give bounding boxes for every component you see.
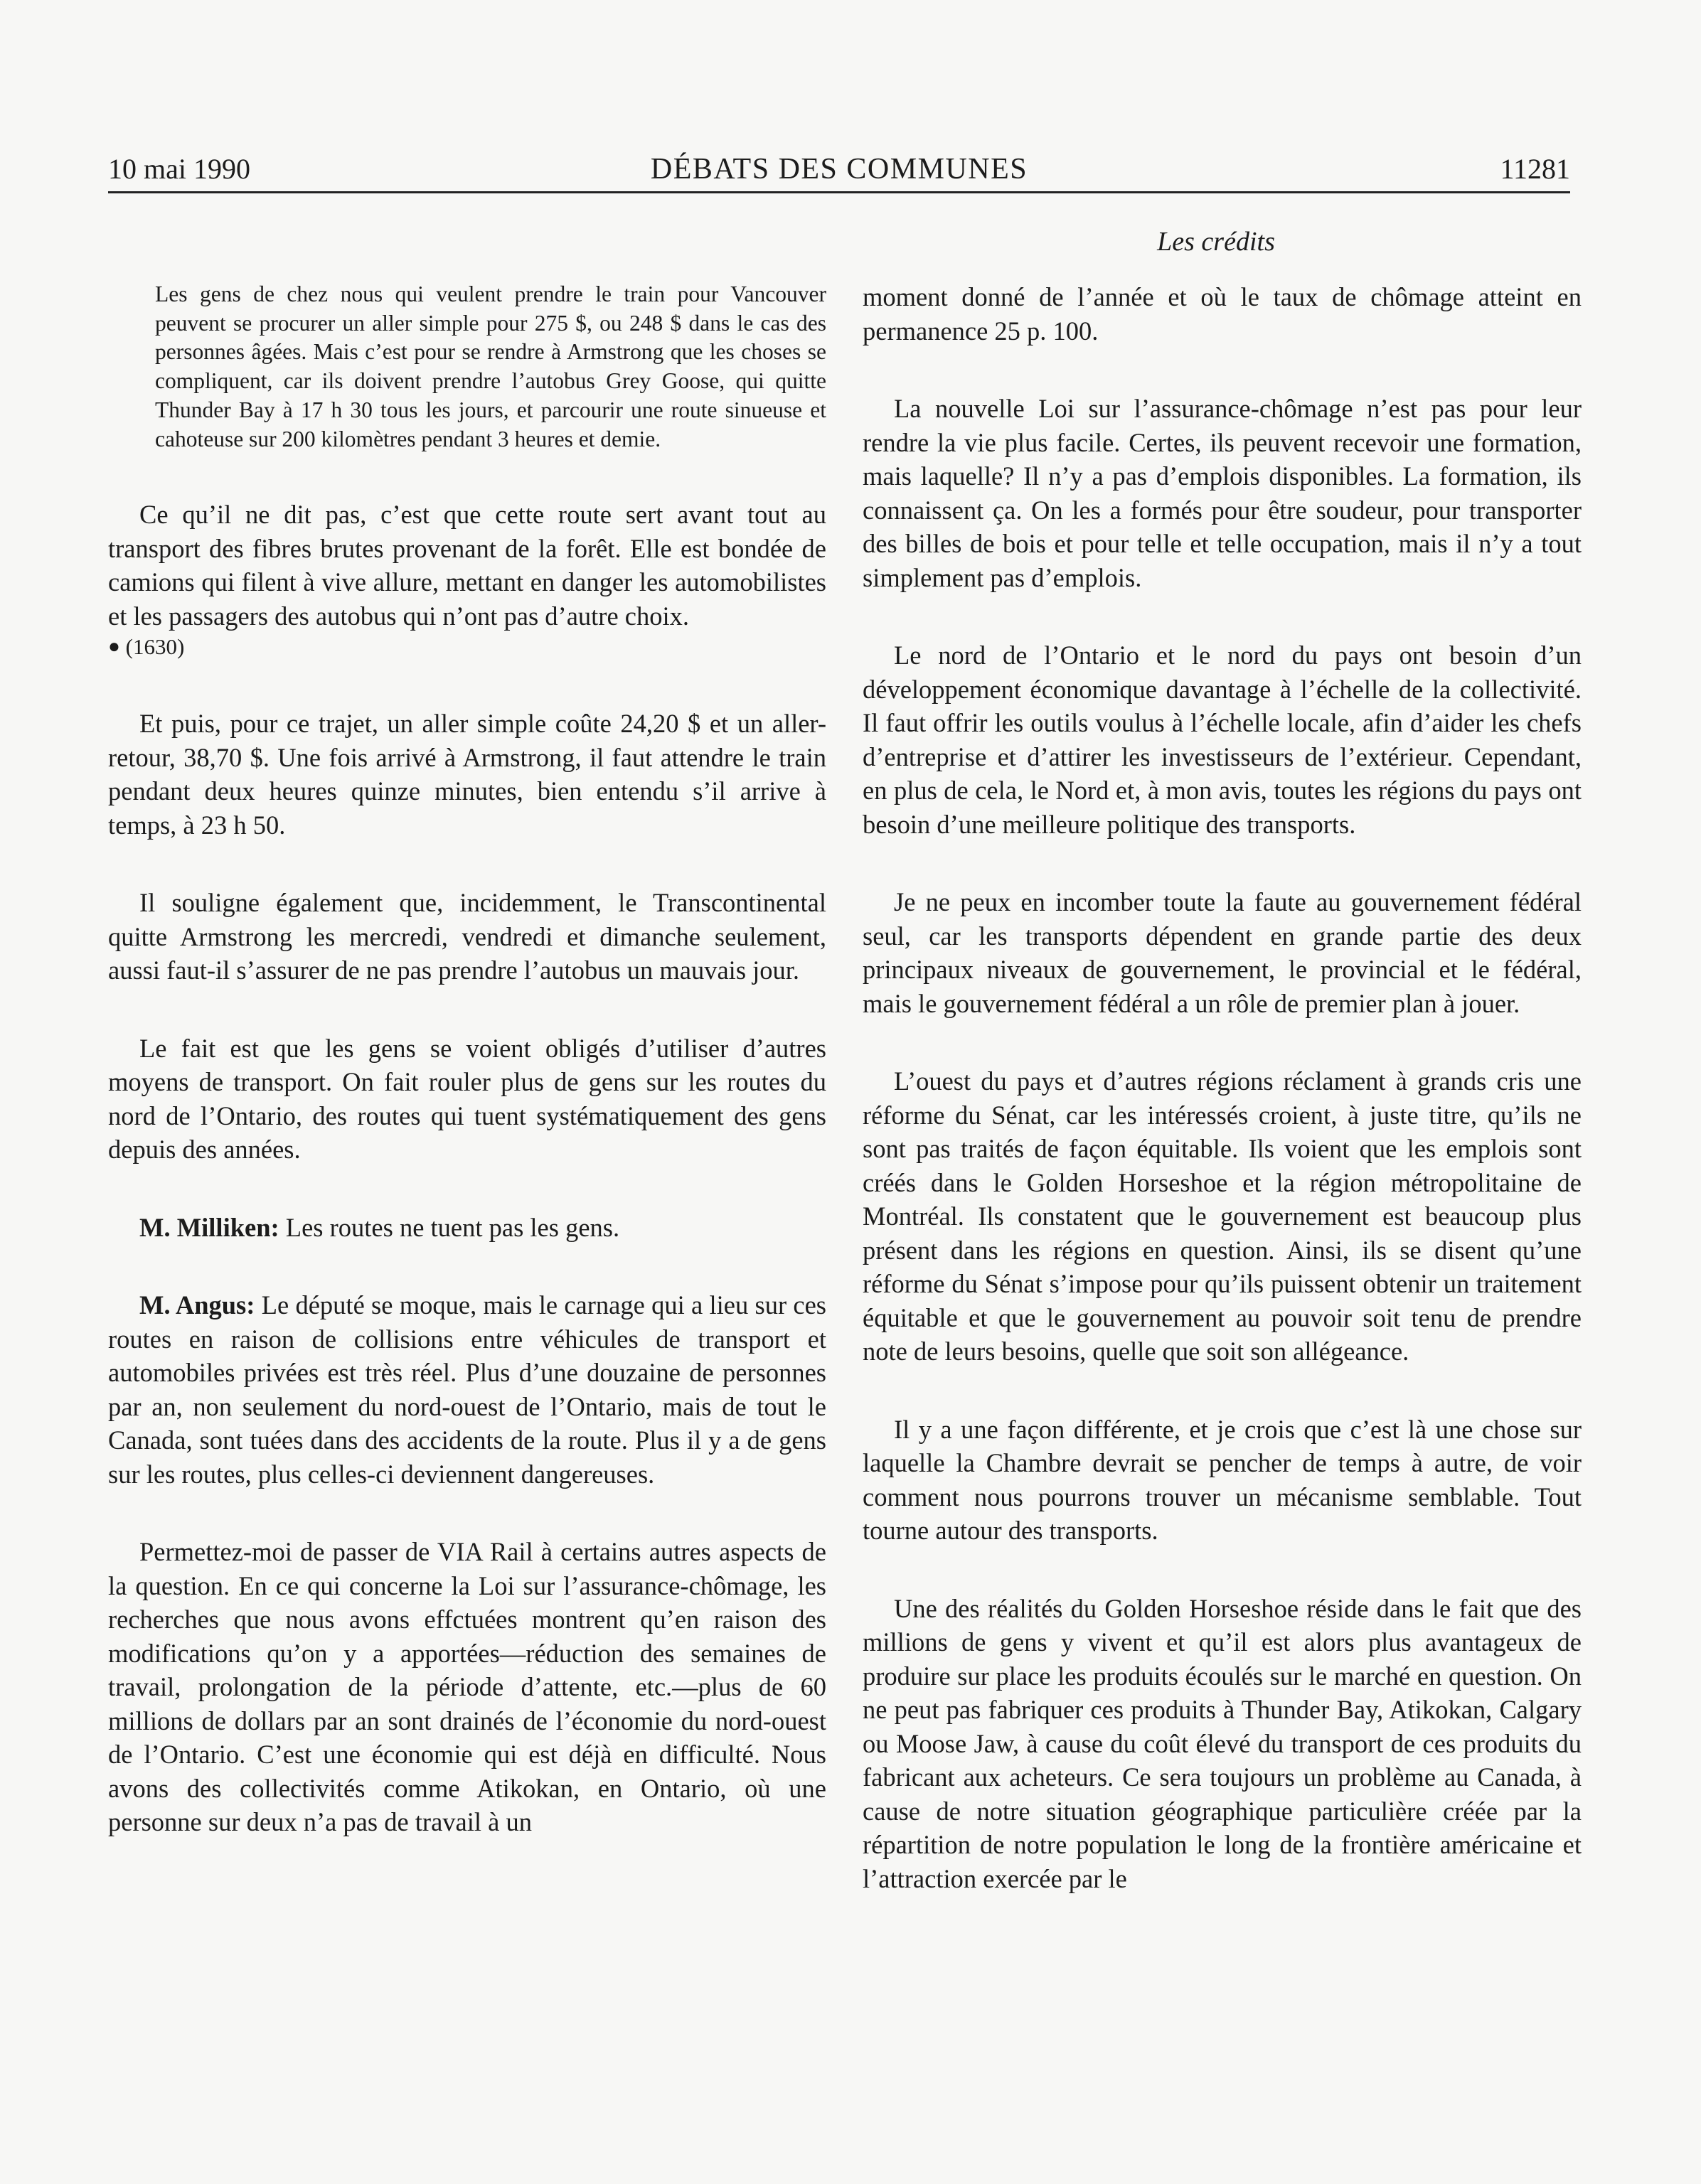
header-date: 10 mai 1990 (108, 153, 250, 185)
header-page-number: 11281 (1500, 153, 1570, 185)
time-marker-text: (1630) (125, 634, 185, 660)
intervention (108, 1288, 826, 1491)
paragraph: La nouvelle Loi sur l’assurance-chômage n’est pas pour leur rendre la vie plus facile. Certes, ils peuvent recevoir une formation, mais laquelle? Il n’y a pas d’emplois disponibles. La formation, ils connaissent ça. On les a formés pour être soudeur, pour transporter des billes de bois et pour telle et telle occupation, mais il n’y a tout simplement pas d’emplois. (863, 394, 1582, 592)
header-title: DÉBATS DES COMMUNES (650, 153, 1028, 186)
bullet-icon: ● (108, 636, 120, 658)
paragraph: Je ne peux en incomber toute la faute au gouvernement fédéral seul, car les transports dépendent en grande partie des deux principaux niveaux de gouvernement, le provincial et le fédéral, mais le gouvernement fédéral a un rôle de premier plan à jouer. (863, 887, 1582, 1018)
right-column (863, 280, 1582, 1895)
intervention-text: Le député se moque, mais le carnage qui a lieu sur ces routes en raison de collisions entre véhicules de transport et automobiles privées est très réel. Plus d’une douzaine de personnes par an, non seulement du nord-ouest de l’Ontario, mais de tout le Canada, sont tuées dans des accidents de la route. Plus il y a de gens sur les routes, plus celles-ci deviennent dangereuses. (108, 1290, 826, 1489)
left-column (108, 280, 826, 1839)
intervention (108, 1211, 826, 1245)
header-rule (108, 191, 1570, 193)
paragraph: L’ouest du pays et d’autres régions réclament à grands cris une réforme du Sénat, car les intéressés croient, à juste titre, qu’ils ne sont pas traités de façon équitable. Ils voient que les emplois sont créés dans le Golden Horseshoe et la région métropolitaine de Montréal. Ils constatent que le gouvernement est beaucoup plus présent dans les régions en question. Ainsi, ils se disent qu’une réforme du Sénat s’impose pour qu’ils puissent obtenir un traitement équitable et que le gouvernement au pouvoir soit tenu de prendre note de leurs besoins, quelle que soit son allégeance. (863, 1066, 1582, 1366)
column-running-title: Les crédits (1157, 227, 1275, 257)
paragraph: Permettez-moi de passer de VIA Rail à certains autres aspects de la question. En ce qui concerne la Loi sur l’assurance-chômage, les recherches que nous avons effctuées montrent qu’en raison des modifications qu’on y a apportées—réduction des semaines de travail, prolongation de la période d’attente, etc.—plus de 60 millions de dollars par an sont drainés de l’économie du nord-ouest de l’Ontario. C’est une économie qui est déjà en difficulté. Nous avons des collectivités comme Atikokan, en Ontario, où une personne sur deux n’a pas de travail à un (108, 1537, 826, 1837)
quoted-passage: Les gens de chez nous qui veulent prendre le train pour Vancouver peuvent se procurer un aller simple pour 275 $, ou 248 $ dans le cas des personnes âgées. Mais c’est pour se rendre à Armstrong que les choses se compliquent, car ils doivent prendre l’autobus Grey Goose, qui quitte Thunder Bay à 17 h 30 tous les jours, et parcourir une route sinueuse et cahoteuse sur 200 kilomètres pendant 3 heures et demie. (155, 282, 826, 451)
paragraph: Il y a une façon différente, et je crois que c’est là une chose sur laquelle la Chambre devrait se pencher de temps à autre, de voir comment nous pourrons trouver un mécanisme semblable. Tout tourne autour des transports. (863, 1414, 1582, 1545)
paragraph: Le fait est que les gens se voient obligés d’utiliser d’autres moyens de transport. On fait rouler plus de gens sur les routes du nord de l’Ontario, des routes qui tuent systématiquement des gens depuis des années. (108, 1033, 826, 1165)
speaker-name: M. Milliken: (139, 1212, 279, 1242)
paragraph: Et puis, pour ce trajet, un aller simple coûte 24,20 $ et un aller-retour, 38,70 $. Une fois arrivé à Armstrong, il faut attendre le train pendant deux heures quinze minutes, bien entendu s’il arrive à temps, à 23 h 50. (108, 709, 826, 840)
paragraph: Une des réalités du Golden Horseshoe réside dans le fait que des millions de gens y vivent et qu’il est alors plus avantageux de produire sur place les produits écoulés sur le marché en question. On ne peut pas fabriquer ces produits à Thunder Bay, Atikokan, Calgary ou Moose Jaw, à cause du coût élevé du transport de ces produits du fabricant aux acheteurs. Ce sera toujours un problème au Canada, à cause de notre situation géographique particulière créée par la répartition de notre population le long de la frontière américaine et l’attraction exercée par le (863, 1593, 1582, 1893)
paragraph-continuation: moment donné de l’année et où le taux de chômage atteint en permanence 25 p. 100. (863, 282, 1582, 346)
speaker-name: M. Angus: (139, 1290, 255, 1320)
paragraph: Le nord de l’Ontario et le nord du pays ont besoin d’un développement économique davantage à l’échelle de la collectivité. Il faut offrir les outils voulus à l’échelle locale, afin d’aider les chefs d’entreprise et d’attirer les investisseurs de l’extérieur. Cependant, en plus de cela, le Nord et, à mon avis, toutes les régions du pays ont besoin d’une meilleure politique des transports. (863, 641, 1582, 839)
time-marker (108, 633, 826, 661)
paragraph: Il souligne également que, incidemment, le Transcontinental quitte Armstrong les mercredi, vendredi et dimanche seulement, aussi faut-il s’assurer de ne pas prendre l’autobus un mauvais jour. (108, 888, 826, 985)
paragraph: Ce qu’il ne dit pas, c’est que cette route sert avant tout au transport des fibres brutes provenant de la forêt. Elle est bondée de camions qui filent à vive allure, mettant en danger les automobilistes et les passagers des autobus qui n’ont pas d’autre choix. (108, 500, 826, 631)
page-header (108, 149, 1570, 192)
intervention-text: Les routes ne tuent pas les gens. (279, 1212, 620, 1242)
